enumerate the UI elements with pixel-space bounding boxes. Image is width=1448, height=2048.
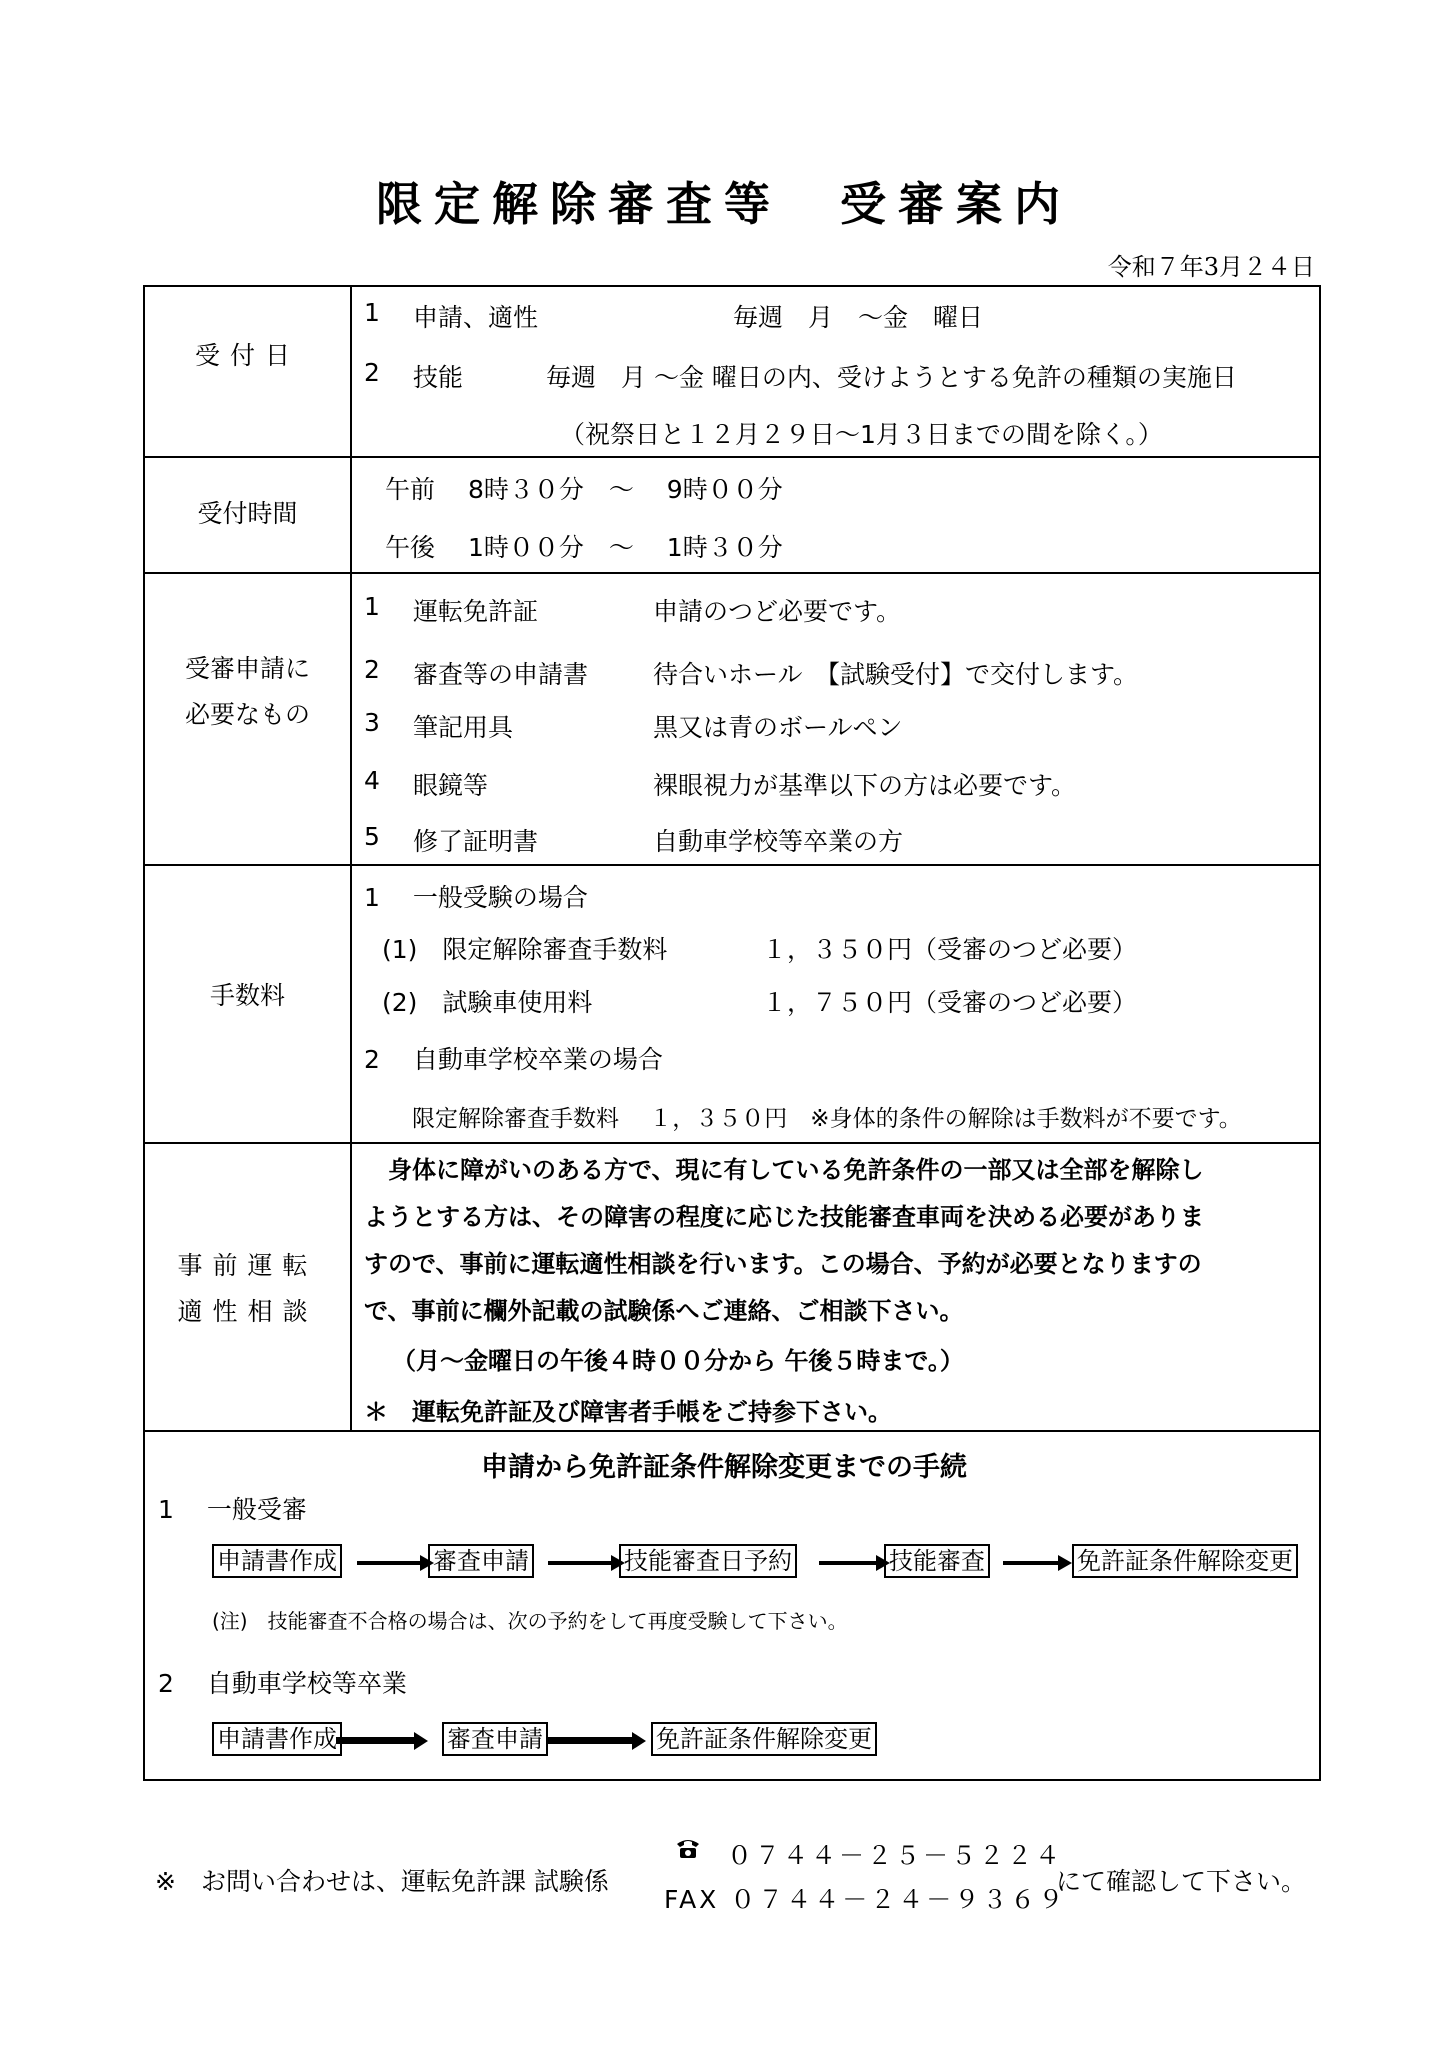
- reception-days-value-2: 毎週 月 ～金 曜日の内、受けようとする免許の種類の実施日: [546, 363, 1237, 392]
- requirement-name: 筆記用具: [413, 713, 514, 742]
- consultation-hours: （月～金曜日の午後４時００分から 午後５時まで。）: [392, 1346, 964, 1375]
- page-title: 限定解除審査等 受審案内: [376, 177, 1072, 231]
- reception-days-label: 受付日: [194, 341, 300, 370]
- flow-arrow: [548, 1561, 611, 1565]
- flow-step-condition-change: 免許証条件解除変更: [1072, 1544, 1298, 1578]
- consultation-paragraph-line: で、事前に欄外記載の試験係へご連絡、ご相談下さい。: [364, 1296, 964, 1325]
- reception-days-item-2: 技能: [413, 363, 464, 392]
- requirement-num: 3: [364, 708, 380, 737]
- procedure-school-title: 2 自動車学校等卒業: [158, 1669, 407, 1698]
- requirements-label-1: 受審申請に: [184, 654, 310, 683]
- contact-prefix: ※ お問い合わせは、運転免許課 試験係: [155, 1867, 609, 1896]
- procedure-general-note: (注) 技能審査不合格の場合は、次の予約をして再度受験して下さい。: [212, 1609, 848, 1633]
- issue-date: 令和７年3月２４日: [1107, 253, 1315, 281]
- requirement-name: 運転免許証: [413, 597, 539, 626]
- flow-step-application-form: 申請書作成: [212, 1722, 342, 1756]
- row-divider: [143, 1142, 1321, 1144]
- reception-days-item-1: 申請、適性: [413, 303, 539, 332]
- requirement-name: 眼鏡等: [413, 771, 489, 800]
- reception-hours-am: 午前 8時３０分 ～ 9時００分: [385, 475, 783, 504]
- fees-label: 手数料: [209, 981, 285, 1010]
- flow-arrow: [548, 1737, 632, 1744]
- fees-general-heading: 1 一般受験の場合: [364, 883, 588, 912]
- telephone-icon: [675, 1836, 701, 1860]
- reception-days-value-1: 毎週 月 ～金 曜日: [733, 303, 984, 332]
- row-divider: [143, 1430, 1321, 1432]
- fee-vehicle-name: (2) 試験車使用料: [382, 988, 593, 1017]
- requirement-num: 2: [364, 655, 380, 684]
- flow-step-application-form: 申請書作成: [212, 1544, 342, 1578]
- requirement-desc: 待合いホール 【試験受付】で交付します。: [653, 660, 1139, 689]
- row-divider: [143, 456, 1321, 458]
- requirement-desc: 裸眼視力が基準以下の方は必要です。: [653, 771, 1077, 800]
- flow-step-review-application: 審査申請: [442, 1722, 548, 1756]
- reception-hours-label: 受付時間: [197, 499, 298, 528]
- contact-suffix: にて確認して下さい。: [1056, 1867, 1307, 1896]
- reception-days-num-2: 2: [364, 358, 380, 387]
- requirement-num: 1: [364, 592, 380, 621]
- contact-fax: FAX ０７４４－２４－９３６９: [664, 1885, 1067, 1914]
- consultation-paragraph-line: すので、事前に運転適性相談を行います。この場合、予約が必要となりますの: [364, 1249, 1202, 1278]
- flow-step-review-application: 審査申請: [428, 1544, 534, 1578]
- contact-phone: ０７４４－２５－５２２４: [727, 1841, 1064, 1870]
- fees-school-line: 限定解除審査手数料 １，３５０円 ※身体的条件の解除は手数料が不要です。: [412, 1106, 1242, 1132]
- consultation-paragraph-line: 身体に障がいのある方で、現に有している免許条件の一部又は全部を解除し: [364, 1155, 1204, 1184]
- flow-step-skill-test: 技能審査: [884, 1544, 990, 1578]
- fees-school-heading: 2 自動車学校卒業の場合: [364, 1045, 663, 1074]
- flow-step-condition-change: 免許証条件解除変更: [651, 1722, 877, 1756]
- requirement-num: 5: [364, 822, 380, 851]
- flow-arrow: [336, 1737, 414, 1744]
- requirement-desc: 申請のつど必要です。: [653, 597, 902, 626]
- requirement-name: 審査等の申請書: [413, 660, 589, 689]
- fee-review-value: １，３５０円（受審のつど必要）: [762, 935, 1138, 964]
- row-divider: [143, 572, 1321, 574]
- fee-review-name: (1) 限定解除審査手数料: [382, 935, 668, 964]
- flow-arrow: [357, 1561, 420, 1565]
- procedure-general-title: 1 一般受審: [158, 1495, 307, 1524]
- flow-step-skill-test-booking: 技能審査日予約: [619, 1544, 797, 1578]
- consultation-paragraph-line: ようとする方は、その障害の程度に応じた技能審査車両を決める必要がありま: [364, 1202, 1204, 1231]
- consultation-label-2: 適性相談: [177, 1297, 318, 1326]
- consultation-label-1: 事前運転: [177, 1251, 318, 1280]
- reception-days-note: （祝祭日と１２月２９日～1月３日までの間を除く。）: [560, 420, 1163, 449]
- fee-vehicle-value: １，７５０円（受審のつど必要）: [762, 988, 1138, 1017]
- reception-days-num-1: 1: [364, 298, 380, 327]
- requirement-desc: 黒又は青のボールペン: [653, 713, 903, 742]
- flow-arrow: [1003, 1561, 1058, 1565]
- requirements-label-2: 必要なもの: [184, 700, 310, 729]
- row-divider: [143, 864, 1321, 866]
- requirement-num: 4: [364, 766, 380, 795]
- consultation-bring-note: ＊ 運転免許証及び障害者手帳をご持参下さい。: [364, 1397, 892, 1426]
- procedure-heading: 申請から免許証条件解除変更までの手続: [481, 1452, 967, 1483]
- requirement-name: 修了証明書: [413, 827, 539, 856]
- requirement-desc: 自動車学校等卒業の方: [653, 827, 904, 856]
- reception-hours-pm: 午後 1時００分 ～ 1時３０分: [385, 533, 783, 562]
- flow-arrow: [819, 1561, 876, 1565]
